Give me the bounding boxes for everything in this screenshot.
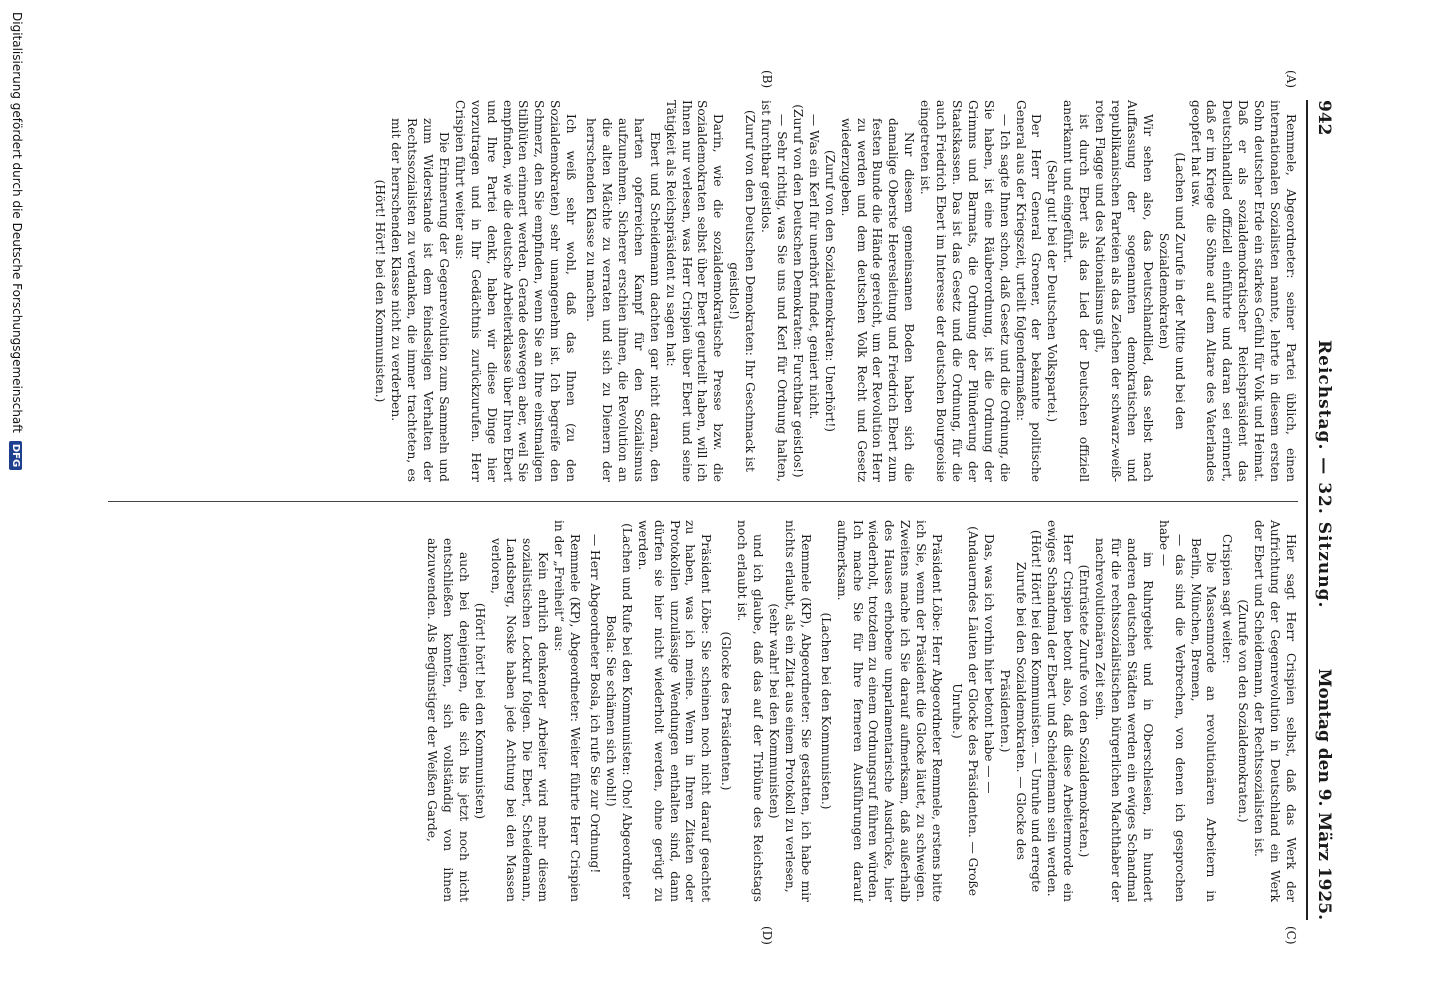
interjection: (Glocke des Präsidenten.): [719, 631, 734, 791]
interjection: (Hört! Hört! bei den Kommunisten.): [373, 179, 388, 403]
interjection: (Zuruf von den Deutschen Demokraten: Furchtbar geistlos!): [790, 104, 805, 478]
interjection: (Entrüstete Zurufe von den Sozialdemokraten.): [1077, 564, 1092, 858]
quotation: Die Erinnerung der Gegenrevolution zum Sammeln und zum Widerstande ist dem feindseligen Verhalten der Rechtssozialisten zu verdanken, die immer trachteten, es mit der herrschenden Klasse nicht zu verderben.: [389, 118, 451, 482]
running-head: Reichstag. — 32. Sitzung.: [1314, 340, 1334, 609]
interjection: (Lachen und Zurufe in der Mitte und bei den Sozialdemokraten): [1156, 152, 1187, 430]
interjection: (Zuruf von den Deutschen Demokraten: Ihr Geschmack ist geistlos!): [727, 110, 758, 472]
paragraph: — Sehr richtig, was Sie uns und Kerl für Ordnung halten, ist furchtbar geistlos.: [759, 100, 789, 482]
paragraph: Crispien sagt weiter:: [1220, 534, 1235, 664]
quotation: Ebert und Scheidemann dachten gar nicht daran, den harten opferreichen Kampf für den Sozialismus aufzunehmen. Sicherer erschien ihnen, die Revolution an die alten Mächte zu verraten und sich zu Dienern der herrschenden Klasse zu machen.: [584, 118, 662, 482]
paragraph: Hier sagt Herr Crispien selbst, daß das Werk der Aufrichtung der Gegenrevolution in Deutschland ein Werk der Ebert und Scheidemann, der Rechtssozialisten ist.: [1252, 520, 1298, 902]
quotation: Die Massenmorde an revolutionären Arbeitern in Berlin, München, Bremen,: [1188, 538, 1219, 902]
column-divider: [108, 501, 1298, 502]
paragraph: — Ich sagte Ihnen schon, daß Gesetz und die Ordnung, die Sie haben, ist eine Räuberordnung, ist die Ordnung der Grimms und Barmats, die Ordnung der Plünderung der Staatskassen. Das ist das Gesetz und die Ordnung, für die auch Friedrich Ebert im Interesse der deutschen Bourgeoisie eingetreten ist.: [918, 100, 1012, 482]
page-header: [1312, 100, 1334, 920]
interjection: (Lachen bei den Kommunisten.): [818, 612, 833, 810]
paragraph: Das, was ich vorhin hier betont habe — —: [981, 534, 996, 794]
paragraph: und ich glaube, daß das auf der Tribüne des Reichstags noch erlaubt ist.: [735, 520, 766, 902]
margin-marker-a: (A): [1284, 70, 1298, 89]
interjection: (Hört! hört! bei den Kommunisten): [472, 602, 487, 820]
margin-marker-d: (D): [760, 926, 774, 945]
paragraph: Darin, wie die sozialdemokratische Presse bzw. die Sozialdemokraten selbst über Ebert geurteilt haben, will ich Ihnen nur verlesen, was Herr Crispien über Ebert und seine Tätigkeit als Reichspräsident zu sagen hat:: [663, 100, 726, 482]
header-rule: [1306, 100, 1308, 920]
paragraph: ist durch Ebert als das Lied der Deutschen offiziell anerkannt und eingeführt.: [1061, 100, 1092, 482]
quotation: im Ruhrgebiet und in Oberschlesien, in hundert anderen deutschen Städten werden ein ewiges Schandmal für die rechtssozialistischen bürgerlichen Machthaber der nachrevolutionären Zeit sein.: [1093, 538, 1155, 902]
quotation: auch bei denjenigen, die sich bis jetzt noch nicht entschließen konnten, sich vollständig von ihnen abzuwenden. Als Begünstiger der Weißen Garde,: [424, 538, 471, 902]
page-number: 942: [1314, 100, 1334, 136]
document-scan: [94, 70, 1334, 945]
margin-marker-b: (B): [760, 70, 774, 89]
speaker-paragraph: Remmele (KP), Abgeordneter: Sie gestatten, ich habe mir nichts erlaubt, als ein Zitat aus einem Protokoll zu verlesen,: [782, 520, 813, 902]
quotation: Nur diesem gemeinsamen Boden haben sich die damalige Oberste Heeresleitung und Friedrich Ebert zum festen Bunde die Hände gereicht, um der Revolution Herr zu werden und dem deutschen Volk Recht und Gesetz wiederzugeben.: [838, 118, 917, 482]
sitting-date: Montag den 9. März 1925.: [1314, 668, 1334, 920]
speaker-paragraph: Remmele (KP), Abgeordneter: Weiter führte Herr Crispien in der „Freiheit“ aus:: [552, 520, 583, 902]
digitization-imprint: [9, 12, 24, 470]
paragraph: Wir sehen also, das Deutschlandlied, das selbst nach Auffassung der sogenannten demokratischen und republikanischen Parteien als das Zeichen der schwarz-weiß-roten Flagge und des Nationalismus gilt,: [1093, 100, 1155, 482]
paragraph: Ich weiß sehr wohl, daß das Ihnen (zu den Sozialdemokraten) sehr unangenehm ist. Ich begreife den Schmerz, den Sie empfinden, wenn Sie an Ihre einstmaligen Stilblüten erinnert werden. Gerade deswegen aber, weil Sie empfinden, wie die deutsche Arbeiterklasse über Ihren Ebert und Ihre Partei denkt, haben wir diese Dinge hier vorzutragen und in Ihr Gedächtnis zurückzurufen. Herr Crispien führt weiter aus:: [452, 100, 579, 482]
interjection: (Lachen und Rufe bei den Kommunisten: Oho! Abgeordneter Bosla: Sie schämen sich wohl!): [603, 523, 634, 899]
paragraph: — Was ein Kerl für unerhört findet, geniert nicht.: [806, 114, 821, 420]
quotation: Kein ehrlich denkender Arbeiter wird mehr diesem sozialistischen Lockruf folgen. Die Ebert, Scheidemann, Landsberg, Noske haben jede Achtung bei den Massen verloren,: [488, 538, 551, 902]
paragraph: — Herr Abgeordneter Bosla, ich rufe Sie zur Ordnung!: [588, 534, 603, 874]
imprint-text: Digitalisierung gefördert durch die Deutsche Forschungsgemeinschaft: [10, 12, 24, 434]
speaker-paragraph: Präsident Löbe: Herr Abgeordneter Remmele, erstens bitte ich Sie, wenn der Präsident die Glocke läutet, zu schweigen. Zweitens mache ich Sie darauf aufmerksam, daß außerhalb des Hauses erhobene unparlamentarische Ausdrücke, hier wiederholt, trotzdem zu einem Ordnungsruf führen würden. Ich mache Sie für Ihre ferneren Ausführungen darauf aufmerksam.: [834, 520, 945, 902]
margin-marker-c: (C): [1284, 926, 1298, 945]
right-column: [423, 520, 1298, 902]
paragraph: — das sind die Verbrechen, von denen ich gesprochen habe —: [1156, 520, 1187, 902]
paragraph: Herr Crispien betont also, daß diese Arbeitermorde ein ewiges Schandmal der Ebert und Scheidemann sein werden.: [1045, 520, 1076, 902]
left-column: [371, 100, 1298, 482]
speaker-paragraph: Präsident Löbe: Sie scheinen noch nicht darauf geachtet zu haben, was ich meine. Wenn in Ihren Zitaten oder Protokollen unzulässige Wendungen enthalten sind, dann dürfen sie hier nicht wiederholt werden, ohne gerügt zu werden.: [635, 520, 714, 902]
dfg-logo: DFG: [9, 441, 22, 470]
interjection: (Andauerndes Läuten der Glocke des Präsidenten. — Große Unruhe.): [949, 526, 980, 896]
interjection: (sehr wahr! bei den Kommunisten): [767, 603, 781, 819]
paragraph: Der Herr General Groener, der bekannte politische General aus der Kriegszeit, urteilt folgendermaßen:: [1013, 100, 1044, 482]
interjection: (Hört! Hört! bei den Kommunisten. — Unruhe und erregte Zurufe bei den Sozialdemokraten. — Glocke des Präsidenten.): [997, 529, 1044, 893]
interjection: (Zurufe von den Sozialdemokraten.): [1236, 599, 1251, 823]
paragraph: Remmele, Abgeordneter: seiner Partei üblich, einen internationalen Sozialisten nannte, lehrte in diesem ersten Sohn deutscher Erde ein starkes Gefühl für Volk und Heimat. Daß er als sozialdemokratischer Reichspräsident das Deutschlandlied offiziell einführte und daran sei erinnert, daß er im Kriege die Söhne auf dem Altare des Vaterlandes geopfert hat usw.: [1188, 100, 1298, 482]
interjection: (Sehr gut! bei der Deutschen Volkspartei.): [1045, 159, 1060, 423]
interjection: (Zuruf von den Sozialdemokraten: Unerhört!): [822, 149, 837, 433]
